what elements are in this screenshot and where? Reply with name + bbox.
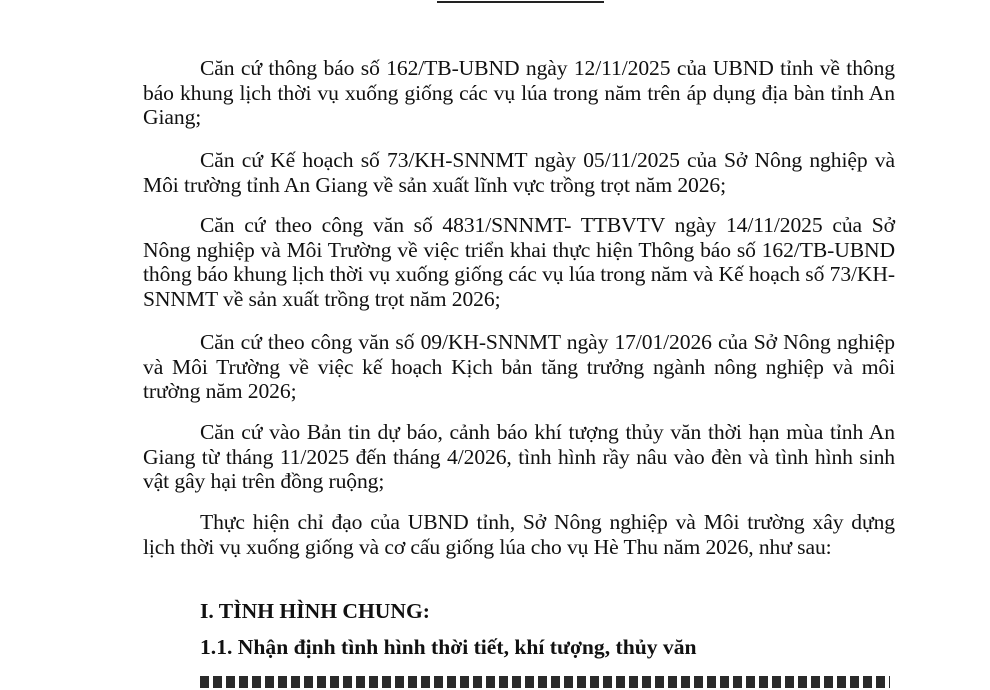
- header-divider: [437, 1, 604, 3]
- paragraph-legal-basis-3: Căn cứ theo công văn số 4831/SNNMT- TTBVTV ngày 14/11/2025 của Sở Nông nghiệp và Môi Trường về việc triển khai thực hiện Thông báo số 162/TB-UBND thông báo khung lịch thời vụ xuống giống các vụ lúa trong năm và Kế hoạch số 73/KH-SNNMT về sản xuất trồng trọt năm 2026;: [143, 213, 895, 311]
- subsection-heading: 1.1. Nhận định tình hình thời tiết, khí tượng, thủy văn: [200, 635, 697, 659]
- paragraph-legal-basis-1: Căn cứ thông báo số 162/TB-UBND ngày 12/11/2025 của UBND tỉnh về thông báo khung lịch thời vụ xuống giống các vụ lúa trong năm trên áp dụng địa bàn tỉnh An Giang;: [143, 56, 895, 129]
- paragraph-implementation: Thực hiện chỉ đạo của UBND tỉnh, Sở Nông nghiệp và Môi trường xây dựng lịch thời vụ xuống giống và cơ cấu giống lúa cho vụ Hè Thu năm 2026, như sau:: [143, 510, 895, 559]
- truncated-text-line: [143, 670, 895, 690]
- paragraph-legal-basis-5: Căn cứ vào Bản tin dự báo, cảnh báo khí tượng thủy văn thời hạn mùa tỉnh An Giang từ tháng 11/2025 đến tháng 4/2026, tình hình rầy nâu vào đèn và tình hình sinh vật gây hại trên đồng ruộng;: [143, 420, 895, 493]
- section-heading: I. TÌNH HÌNH CHUNG:: [200, 599, 430, 623]
- truncated-text-glyphs: [200, 676, 890, 688]
- paragraph-legal-basis-4: Căn cứ theo công văn số 09/KH-SNNMT ngày 17/01/2026 của Sở Nông nghiệp và Môi Trường về việc kế hoạch Kịch bản tăng trưởng ngành nông nghiệp và môi trường năm 2026;: [143, 330, 895, 403]
- paragraph-legal-basis-2: Căn cứ Kế hoạch số 73/KH-SNNMT ngày 05/11/2025 của Sở Nông nghiệp và Môi trường tỉnh An Giang về sản xuất lĩnh vực trồng trọt năm 2026;: [143, 148, 895, 197]
